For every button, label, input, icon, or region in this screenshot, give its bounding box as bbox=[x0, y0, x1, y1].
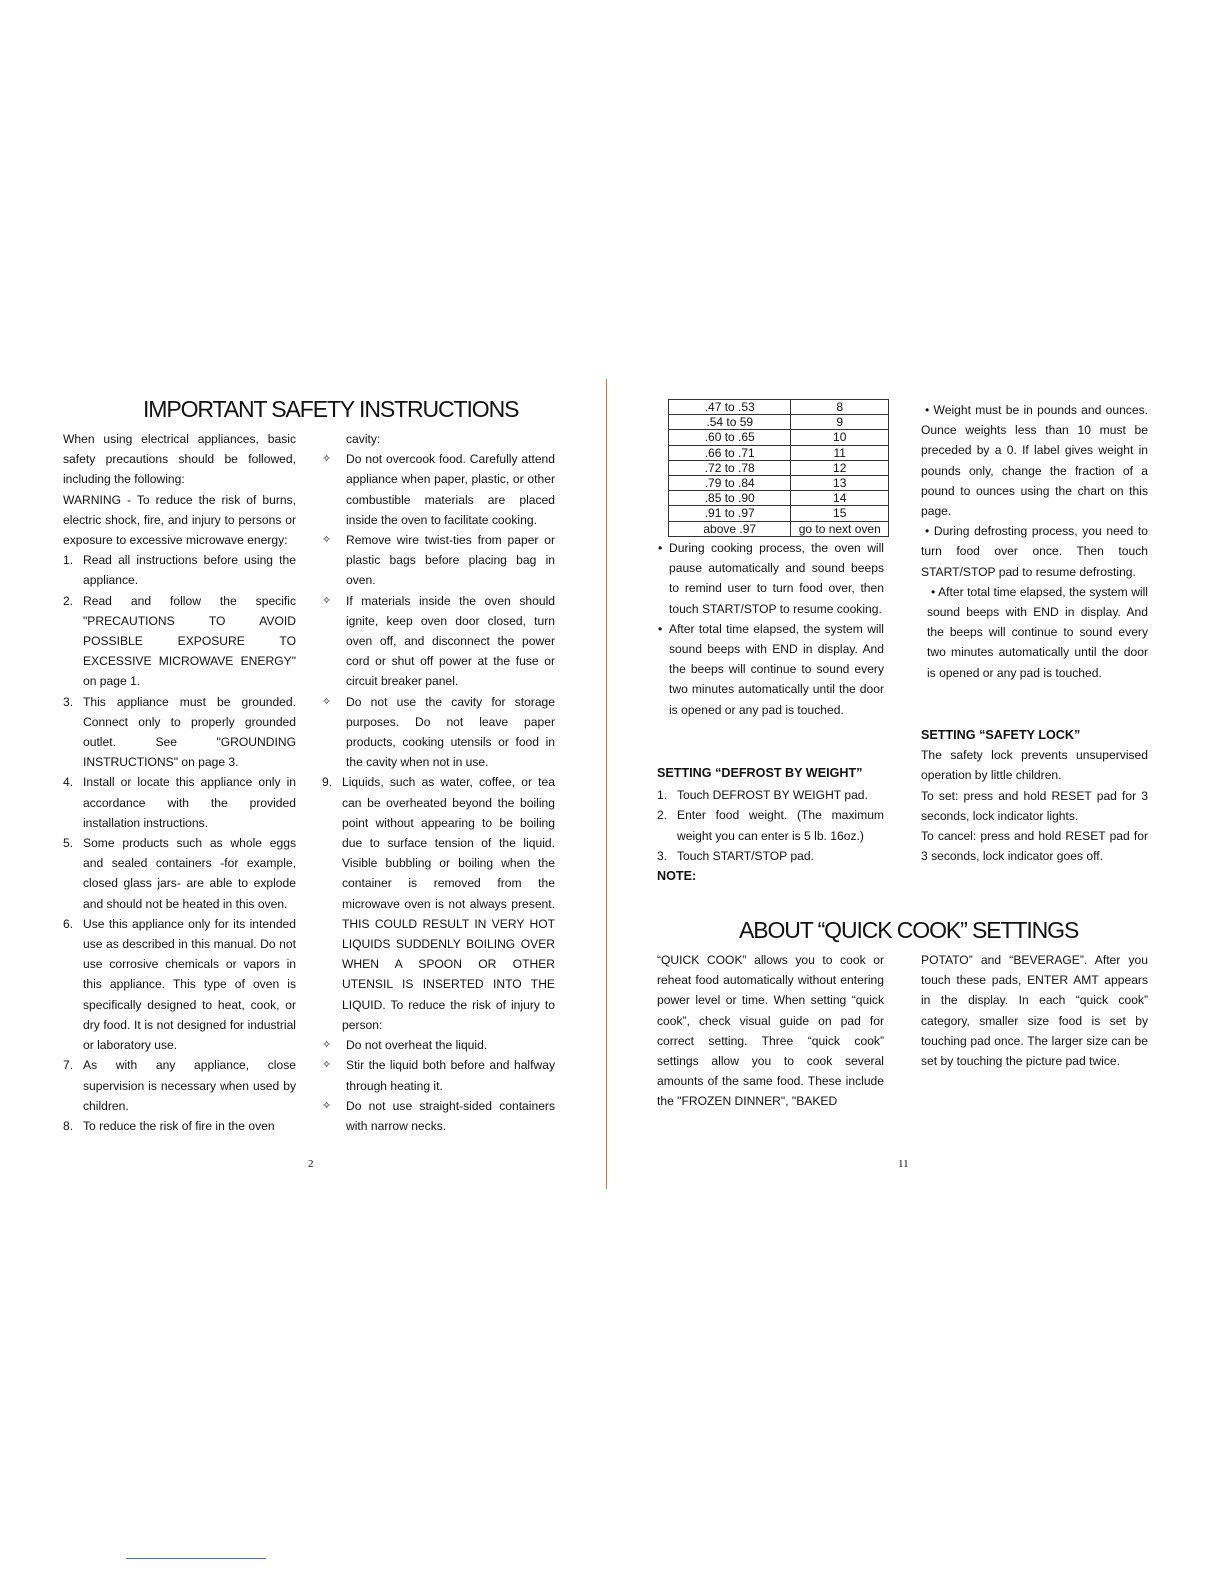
table-row: .85 to .90 14 bbox=[669, 491, 889, 506]
defrost-heading: SETTING “DEFROST BY WEIGHT” bbox=[657, 766, 863, 780]
bullet-icon: • bbox=[925, 403, 934, 417]
bullet-icon: • bbox=[925, 524, 934, 539]
link-underline bbox=[126, 1558, 266, 1559]
safety-lock-cancel: To cancel: press and hold RESET pad for 3 seconds, lock indicator goes off. bbox=[921, 829, 1148, 864]
bullet-icon: • bbox=[931, 584, 939, 599]
bullet-icon: • bbox=[658, 621, 663, 636]
list-item: 4. Install or locate this appliance only in accordance with the provided installation instructions. bbox=[63, 775, 296, 830]
defrost-section bbox=[657, 763, 884, 886]
safety-lock-text: The safety lock prevents unsupervised operation by little children. bbox=[921, 748, 1148, 783]
safety-lock-heading: SETTING “SAFETY LOCK” bbox=[921, 728, 1081, 742]
list-item: 7. As with any appliance, close supervision is necessary when used by children. bbox=[63, 1058, 296, 1113]
list-item: ✧ Do not overheat the liquid. bbox=[322, 1035, 555, 1055]
list-item: • After total time elapsed, the system will sound beeps with END in display. And the beeps will continue to sound every two minutes automatically until the door is opened or any pad is touched. bbox=[927, 584, 1148, 680]
table-row: .60 to .65 10 bbox=[669, 430, 889, 445]
list-item: ✧ Do not use straight-sided containers with narrow necks. bbox=[322, 1096, 555, 1136]
list-item: 3. This appliance must be grounded. Connect only to properly grounded outlet. See "GROUNDING INSTRUCTIONS" on page 3. bbox=[63, 694, 296, 770]
list-item: 2. Read and follow the specific "PRECAUTIONS TO AVOID POSSIBLE EXPOSURE TO EXCESSIVE MICROWAVE ENERGY" on page 1. bbox=[63, 593, 296, 689]
list-item: • During cooking process, the oven will pause automatically and sound beeps to remind user to turn food over, then touch START/STOP to resume cooking. bbox=[658, 538, 884, 619]
safety-lock-section bbox=[921, 725, 1148, 866]
left-column-1 bbox=[63, 429, 296, 1136]
list-item: 1. Touch DEFROST BY WEIGHT pad. bbox=[657, 788, 868, 803]
right-column-1 bbox=[658, 538, 884, 720]
diamond-bullet-icon: ✧ bbox=[322, 594, 332, 607]
list-item: • After total time elapsed, the system will sound beeps with END in display. And the beeps will continue to sound every two minutes automatically until the door is opened or any pad is touched. bbox=[658, 619, 884, 720]
note-label: NOTE: bbox=[657, 869, 697, 884]
table-row: .66 to .71 11 bbox=[669, 445, 889, 460]
diamond-bullet-icon: ✧ bbox=[322, 534, 332, 547]
diamond-bullet-icon: ✧ bbox=[322, 453, 332, 466]
table-row: .91 to .97 15 bbox=[669, 506, 889, 521]
weight-conversion-table bbox=[668, 399, 889, 537]
continued-text: cavity: bbox=[346, 432, 381, 446]
right-page-number: 11 bbox=[898, 1158, 909, 1170]
quick-cook-column-2: POTATO” and “BEVERAGE”. After you touch these pads, ENTER AMT appears in the display. In each “quick cook” category, smaller size food is set by touching pad once. The larger size can be set by touching the picture pad twice. bbox=[921, 953, 1148, 1069]
diamond-bullet-icon: ✧ bbox=[322, 1099, 332, 1112]
list-item: ✧ Do not use the cavity for storage purposes. Do not leave paper products, cooking utensils or food in the cavity when not in use. bbox=[322, 692, 555, 773]
list-item: • Weight must be in pounds and ounces. Ounce weights less than 10 must be preceded by a 0. If label gives weight in pounds only, change the fraction of a pound to ounces using the chart on this page. bbox=[921, 403, 1148, 519]
table-row: .72 to .78 12 bbox=[669, 460, 889, 475]
table-row: .54 to 59 9 bbox=[669, 415, 889, 430]
page-divider bbox=[606, 379, 607, 1189]
list-item: 3. Touch START/STOP pad. bbox=[657, 848, 814, 863]
quick-cook-column-1: “QUICK COOK” allows you to cook or reheat food automatically without entering power level or time. When setting “quick cook”, check visual guide on pad for correct setting. Three “quick cook” settings allow you to cook several amounts of the same food. These include the "FROZEN DINNER", "BAKED bbox=[657, 953, 884, 1109]
table-row: .79 to .84 13 bbox=[669, 475, 889, 490]
list-item: ✧ Remove wire twist-ties from paper or plastic bags before placing bag in oven. bbox=[322, 530, 555, 591]
bullet-icon: • bbox=[658, 541, 663, 555]
list-item: ✧ Stir the liquid both before and halfway through heating it. bbox=[322, 1055, 555, 1095]
diamond-bullet-icon: ✧ bbox=[322, 1039, 332, 1052]
left-page-title: IMPORTANT SAFETY INSTRUCTIONS bbox=[143, 396, 519, 422]
right-column-2 bbox=[921, 400, 1148, 683]
list-item: 6. Use this appliance only for its intended use as described in this manual. Do not use corrosive chemicals or vapors in this appliance. This type of oven is specifically designed to heat, cook, or dry food. It is not designed for industrial or laboratory use. bbox=[63, 916, 296, 1053]
list-item: 2. Enter food weight. (The maximum weight you can enter is 5 lb. 16oz.) bbox=[657, 808, 884, 843]
quick-cook-title: ABOUT “QUICK COOK” SETTINGS bbox=[739, 917, 1079, 943]
list-item: ✧ Do not overcook food. Carefully attend appliance when paper, plastic, or other combustible materials are placed inside the oven to facilitate cooking. bbox=[322, 449, 555, 530]
table-row: above .97 go to next oven bbox=[669, 521, 889, 536]
list-item: 5. Some products such as whole eggs and sealed containers -for example, closed glass jars- are able to explode and should not be heated in this oven. bbox=[63, 836, 296, 911]
list-item: 1. Read all instructions before using the appliance. bbox=[63, 553, 296, 588]
diamond-bullet-icon: ✧ bbox=[322, 695, 332, 708]
list-item: 9. Liquids, such as water, coffee, or tea can be overheated beyond the boiling point without appearing to be boiling due to surface tension of the liquid. Visible bubbling or boiling when the container is removed from the microwave oven is not always present. THIS COULD RESULT IN VERY HOT LIQUIDS SUDDENLY BOILING OVER WHEN A SPOON OR OTHER UTENSIL IS INSERTED INTO THE LIQUID. To reduce the risk of injury to person: bbox=[322, 775, 555, 1032]
left-column-2 bbox=[322, 429, 555, 1136]
warning-paragraph: WARNING - To reduce the risk of burns, electric shock, fire, and injury to persons or exposure to excessive microwave energy: bbox=[63, 492, 296, 548]
table-row: .47 to .53 8 bbox=[669, 400, 889, 415]
left-page-number: 2 bbox=[308, 1158, 314, 1170]
safety-lock-set: To set: press and hold RESET pad for 3 seconds, lock indicator lights. bbox=[921, 788, 1148, 823]
list-item: 8. To reduce the risk of fire in the oven bbox=[63, 1118, 275, 1133]
list-item: ✧ If materials inside the oven should ignite, keep oven door closed, turn oven off, and disconnect the power cord or shut off power at the fuse or circuit breaker panel. bbox=[322, 591, 555, 692]
list-item: • During defrosting process, you need to turn food over once. Then touch START/STOP pad to resume defrosting. bbox=[921, 524, 1148, 579]
intro-paragraph: When using electrical appliances, basic safety precautions should be followed, including the following: bbox=[63, 432, 296, 487]
diamond-bullet-icon: ✧ bbox=[322, 1059, 332, 1072]
